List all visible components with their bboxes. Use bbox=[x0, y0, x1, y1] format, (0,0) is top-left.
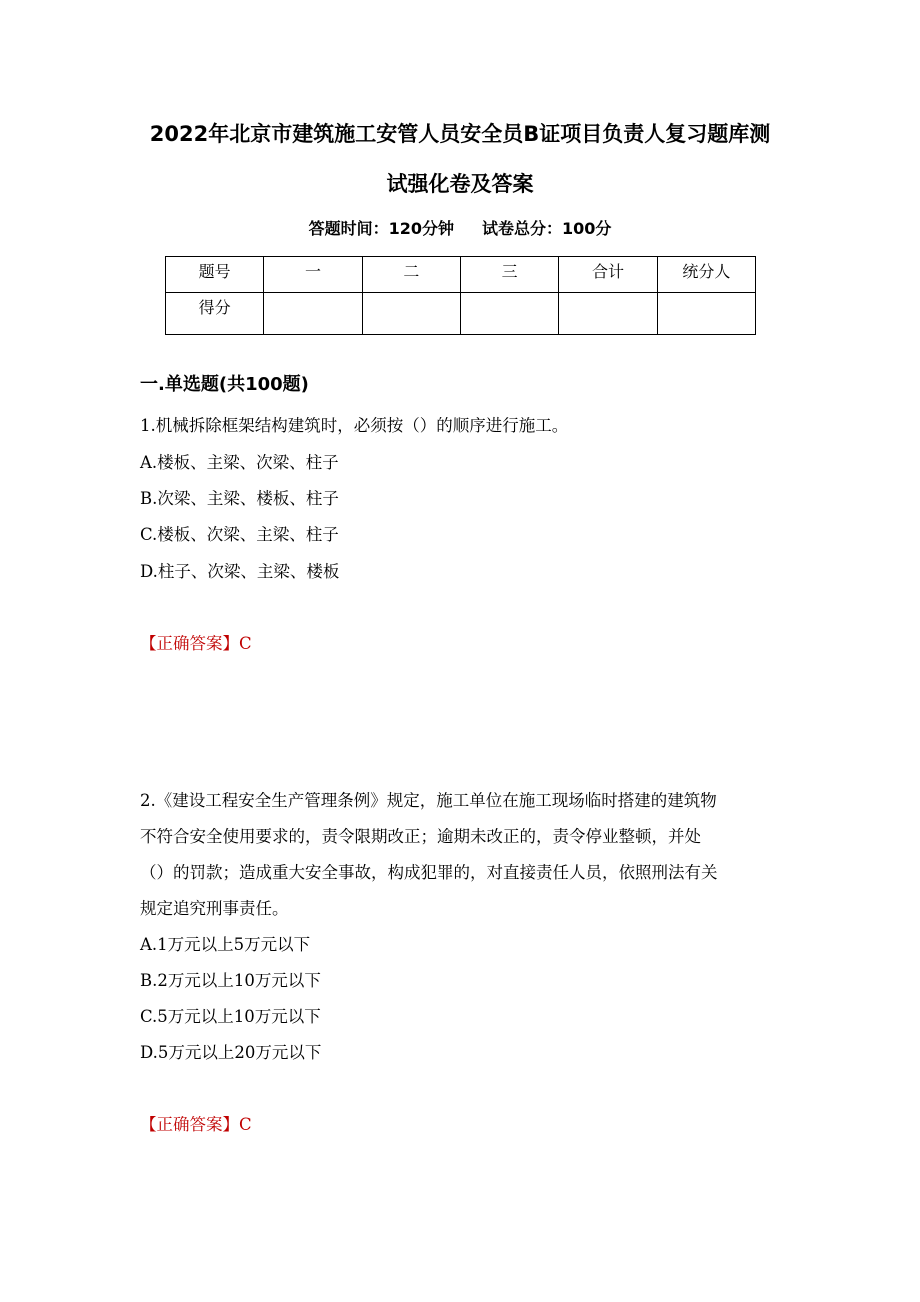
question-2-option-b: B.2万元以上10万元以下 bbox=[140, 971, 321, 990]
score-cell bbox=[264, 293, 362, 335]
question-2-option-d: D.5万元以上20万元以下 bbox=[140, 1043, 322, 1062]
question-2-stem-line-1: 2.《建设工程安全生产管理条例》规定，施工单位在施工现场临时搭建的建筑物 bbox=[140, 791, 717, 810]
score-table-header-cell: 合计 bbox=[559, 257, 657, 293]
question-1-option-b: B.次梁、主梁、楼板、柱子 bbox=[140, 489, 339, 508]
score-row-label: 得分 bbox=[166, 293, 264, 335]
score-cell bbox=[362, 293, 460, 335]
score-cell bbox=[460, 293, 558, 335]
question-2-stem-line-2: 不符合安全使用要求的，责令限期改正；逾期未改正的，责令停业整顿，并处 bbox=[140, 827, 701, 846]
score-cell bbox=[559, 293, 657, 335]
document-title-line-2: 试强化卷及答案 bbox=[386, 172, 534, 196]
score-table-header-cell: 二 bbox=[362, 257, 460, 293]
question-1-option-c: C.楼板、次梁、主梁、柱子 bbox=[140, 525, 339, 544]
question-1-option-a: A.楼板、主梁、次梁、柱子 bbox=[140, 453, 339, 472]
score-table bbox=[165, 256, 756, 335]
score-cell bbox=[657, 293, 755, 335]
score-table-header-row bbox=[166, 257, 756, 293]
exam-meta bbox=[0, 216, 920, 242]
score-table-header-cell: 三 bbox=[460, 257, 558, 293]
question-2-stem-line-4: 规定追究刑事责任。 bbox=[140, 899, 289, 918]
question-1-option-d: D.柱子、次梁、主梁、楼板 bbox=[140, 562, 340, 581]
question-2-option-a: A.1万元以上5万元以下 bbox=[140, 935, 311, 954]
exam-total-score: 试卷总分：100分 bbox=[482, 219, 612, 238]
question-2-option-c: C.5万元以上10万元以下 bbox=[140, 1007, 321, 1026]
section-title: 一.单选题(共100题) bbox=[140, 374, 309, 395]
score-table-header-cell: 题号 bbox=[166, 257, 264, 293]
score-table-header-cell: 一 bbox=[264, 257, 362, 293]
question-2-answer: 【正确答案】C bbox=[140, 1115, 252, 1134]
question-1-stem: 1.机械拆除框架结构建筑时，必须按（）的顺序进行施工。 bbox=[140, 416, 569, 435]
score-table-header-cell: 统分人 bbox=[657, 257, 755, 293]
exam-time: 答题时间：120分钟 bbox=[308, 219, 454, 238]
document-title-line-1: 2022年北京市建筑施工安管人员安全员B证项目负责人复习题库测 bbox=[149, 122, 771, 146]
score-table-score-row bbox=[166, 293, 756, 335]
question-2-stem-line-3: （）的罚款；造成重大安全事故，构成犯罪的，对直接责任人员，依照刑法有关 bbox=[140, 863, 718, 882]
question-1-answer: 【正确答案】C bbox=[140, 634, 252, 653]
